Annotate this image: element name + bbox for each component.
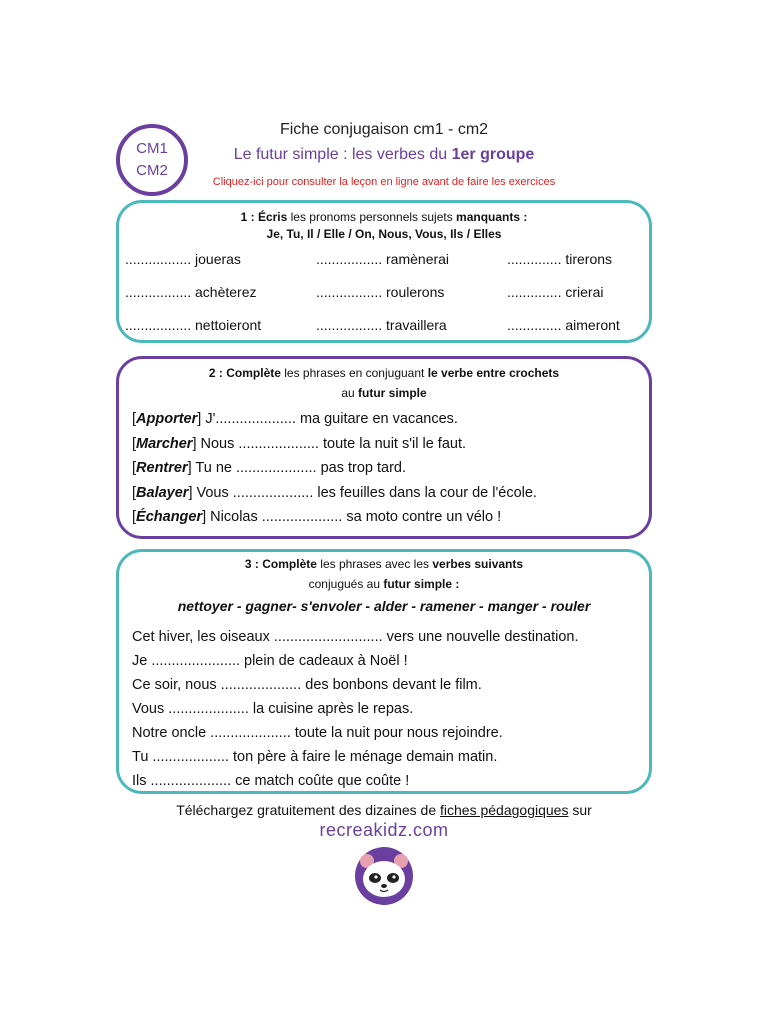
ex1-item: .............. crierai xyxy=(507,284,604,300)
ex2-verb: Échanger xyxy=(136,509,203,525)
ex1-bold2: manquants : xyxy=(456,210,528,224)
ex1-pronouns: Je, Tu, Il / Elle / On, Nous, Vous, Ils / Elles xyxy=(266,227,502,241)
ex1-item: .............. tirerons xyxy=(507,251,613,267)
badge-line2: CM2 xyxy=(136,162,168,179)
site-link[interactable]: recreakidz.com xyxy=(319,820,449,840)
ex1-text1: les pronoms personnels sujets xyxy=(287,210,457,224)
ex1-item: .............. aimeront xyxy=(507,317,620,333)
footer-suffix: sur xyxy=(568,802,592,818)
ex1-item: ................. joueras xyxy=(125,251,241,267)
ex2-verb: Rentrer xyxy=(136,460,188,476)
ex2-rest: ] Vous .................... les feuilles dans la cour de l'école. xyxy=(188,485,537,501)
subtitle-bold: 1er groupe xyxy=(451,146,535,163)
ex2-verb: Balayer xyxy=(136,485,189,501)
ex3-text2: conjugués au xyxy=(308,577,384,591)
ex1-item: ................. ramènerai xyxy=(316,251,450,267)
footer-prefix: Téléchargez gratuitement des dizaines de xyxy=(176,802,441,818)
ex1-item: ................. roulerons xyxy=(316,284,445,300)
ex3-sentence: Ils .................... ce match coûte que coûte ! xyxy=(132,773,410,789)
lesson-link[interactable]: Cliquez-ici pour consulter la leçon en ligne avant de faire les exercices xyxy=(212,176,556,188)
exercise-1-instruction xyxy=(119,209,649,243)
ex3-sentence: Notre oncle .................... toute la nuit pour nous rejoindre. xyxy=(132,725,503,741)
ex2-sentence: [Rentrer] Tu ne .................... pas trop tard. xyxy=(132,460,407,476)
ex2-verb: Apporter xyxy=(136,411,198,427)
subtitle-prefix: Le futur simple : les verbes du xyxy=(233,146,452,163)
ex3-sentence: Tu ................... ton père à faire le ménage demain matin. xyxy=(132,749,498,765)
ex3-sentence: Cet hiver, les oiseaux ........................... vers une nouvelle destination. xyxy=(132,629,579,645)
ex3-sentence: Je ...................... plein de cadeaux à Noël ! xyxy=(132,653,408,669)
exercise-1-box xyxy=(116,200,652,343)
page-subtitle xyxy=(0,146,768,164)
exercise-3-instruction xyxy=(119,554,649,594)
verb-list: nettoyer - gagner- s'envoler - alder - ramener - manger - rouler xyxy=(177,598,591,614)
ex1-bold1: Écris xyxy=(257,210,288,224)
exercise-3-box xyxy=(116,549,652,794)
footer-text xyxy=(0,802,768,818)
ex1-item: ................. nettoieront xyxy=(125,317,262,333)
ex2-rest: ] J'.................... ma guitare en vacances. xyxy=(197,411,458,427)
ex2-bold2: le verbe entre crochets xyxy=(427,366,560,380)
ex2-rest: ] Tu ne .................... pas trop tard. xyxy=(187,460,407,476)
ex3-bold2: verbes suivants xyxy=(432,557,524,571)
ex2-rest: ] Nicolas .................... sa moto contre un vélo ! xyxy=(202,509,502,525)
ex2-text1: les phrases en conjuguant xyxy=(280,366,428,380)
exercise-2-instruction xyxy=(119,363,649,403)
panda-icon xyxy=(350,844,418,906)
ex3-sentence: Ce soir, nous .................... des bonbons devant le film. xyxy=(132,677,482,693)
page-title: Fiche conjugaison cm1 - cm2 xyxy=(279,121,489,138)
ex2-sentence: [Marcher] Nous .................... toute la nuit s'il le faut. xyxy=(132,436,467,452)
ex3-sentence: Vous .................... la cuisine après le repas. xyxy=(132,701,414,717)
badge-line1: CM1 xyxy=(136,140,168,157)
footer-link[interactable]: fiches pédagogiques xyxy=(440,802,569,818)
ex2-verb: Marcher xyxy=(136,436,193,452)
ex2-sentence: [Balayer] Vous .................... les feuilles dans la cour de l'école. xyxy=(132,485,537,501)
ex3-num: 3 : xyxy=(244,557,263,571)
ex2-bold3: futur simple xyxy=(358,386,427,400)
ex2-bold1: Complète xyxy=(226,366,281,380)
ex2-sentence: [Échanger] Nicolas .................... sa moto contre un vélo ! xyxy=(132,509,502,525)
exercise-2-box xyxy=(116,356,652,539)
ex1-item: ................. travaillera xyxy=(316,317,447,333)
ex2-num: 2 : xyxy=(208,366,227,380)
ex2-text2: au xyxy=(341,386,358,400)
ex3-bold1: Complète xyxy=(262,557,317,571)
ex2-rest: ] Nous .................... toute la nuit s'il le faut. xyxy=(192,436,467,452)
ex1-item: ................. achèterez xyxy=(125,284,257,300)
ex1-num: 1 : xyxy=(240,210,258,224)
ex3-bold3: futur simple : xyxy=(383,577,460,591)
ex3-text1: les phrases avec les xyxy=(316,557,433,571)
ex2-sentence: [Apporter] J'.................... ma guitare en vacances. xyxy=(132,411,458,427)
